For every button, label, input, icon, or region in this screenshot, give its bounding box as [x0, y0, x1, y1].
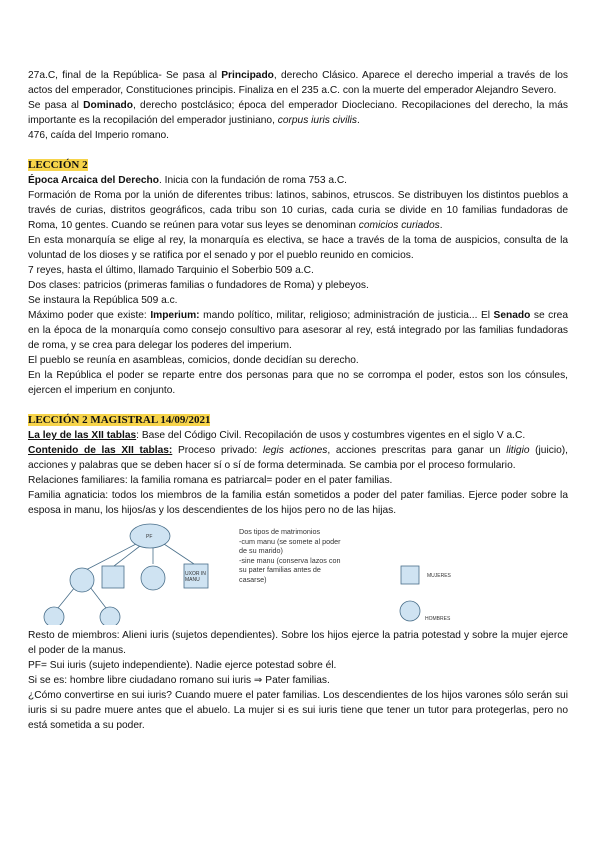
text: . Inicia con la fundación de roma 753 a.C.	[159, 175, 348, 186]
legend-circle-shape	[400, 601, 420, 621]
uxor-label: MANU	[185, 577, 200, 583]
paragraph-dominado	[28, 98, 568, 128]
legend-square-label: MUJERES	[427, 573, 451, 579]
note-line: de su marido)	[239, 546, 283, 555]
text: mando político, militar, religioso; administración de justicia... El	[199, 310, 494, 321]
italic-term: litigio	[506, 445, 530, 456]
paragraph-monarquia: En esta monarquía se elige al rey, la monarquía es electiva, se hace a través de la toma de auspicios, consulta de la voluntad de los dioses y se ratifica por el senado y por el pueblo reunido en comicios.	[28, 235, 568, 261]
marriage-types-note	[239, 527, 369, 584]
paragraph-alieni-iuris: Resto de miembros: Alieni iuris (sujetos dependientes). Sobre los hijos ejerce la patria potestad y sobre la mujer ejerce el poder de la manus.	[28, 630, 568, 656]
legend-square-shape	[401, 566, 419, 584]
note-line: -sine manu (conserva lazos con	[239, 555, 341, 565]
paragraph-contenido-xii-tablas	[28, 443, 568, 473]
highlighted-heading: LECCIÓN 2 MAGISTRAL 14/09/2021	[28, 414, 211, 426]
italic-term: legis actiones	[262, 445, 328, 456]
paragraph-relaciones-familiares: Relaciones familiares: la familia romana es patriarcal= poder en el pater familias.	[28, 475, 393, 486]
paragraph-imperium	[28, 308, 568, 353]
text: .	[439, 220, 443, 231]
note-line: -cum manu (se somete al poder	[239, 536, 341, 546]
italic-term: comicios curiados	[358, 220, 440, 231]
legend-circle-label: HOMBRES	[425, 616, 451, 622]
grandchild-node	[44, 607, 64, 625]
text: Se pasa al	[28, 100, 84, 111]
family-tree-diagram	[28, 520, 568, 625]
document-page	[28, 68, 568, 733]
note-line: su pater familias antes de	[239, 565, 321, 574]
bold-term: Principado	[221, 70, 274, 81]
paragraph-asambleas: El pueblo se reunía en asambleas, comicios, donde decidían su derecho.	[28, 355, 359, 366]
bold-term: Imperium:	[150, 310, 200, 321]
highlighted-heading: LECCIÓN 2	[28, 159, 88, 171]
paragraph-hombre-libre: Si se es: hombre libre ciudadano romano sui iuris ⇒ Pater familias.	[28, 675, 330, 686]
text: (juicio), acciones y palabras que se deben hacer sí o sí de forma determinada. Se cambia por el proceso formulario.	[28, 445, 568, 471]
daughter-node	[102, 566, 124, 588]
son-node	[70, 568, 94, 592]
uxor-label: UXOR IN	[185, 571, 206, 577]
paragraph-formacion-roma	[28, 188, 568, 233]
paragraph-consules: En la República el poder se reparte entre dos personas para que no se corrompa el poder, estos son los cónsules, ejercen el imperium en conjunto.	[28, 370, 568, 396]
text: Proceso privado:	[172, 445, 263, 456]
paragraph-principado	[28, 68, 568, 98]
text: .	[357, 115, 360, 126]
text: Formación de Roma por la unión de diferentes tribus: latinos, sabinos, etruscos. Se distribuyen los distintos pueblos a través de curias, distritos geográficos, cada tribu son 10 curias, cada curia se divide en 10 familias fundadoras de Roma, 10 gentes. Cuando se reúnen para votar sus leyes se denominan	[28, 190, 568, 231]
bold-term: Época Arcaica del Derecho	[28, 175, 159, 186]
grandchild-node	[100, 607, 120, 625]
section-heading-leccion-2	[28, 158, 568, 173]
son-node	[141, 566, 165, 590]
paragraph-familia-agnaticia: Familia agnaticia: todos los miembros de la familia están sometidos a poder del pater familias. Ejerce poder sobre la esposa in manu, los hijos/as y los descendientes de los hijos pero no de las hijas.	[28, 490, 568, 516]
text: : Base del Código Civil. Recopilación de usos y costumbres vigentes en el siglo V a.C.	[136, 430, 526, 441]
paragraph-convertirse-sui-iuris: ¿Cómo convertirse en sui iuris? Cuando muere el pater familias. Los descendientes de los hijos varones sólo serán sui iuris si su padre muere antes que el abuelo. La mujer si es sui iuris tiene que tener un tutor para protegerlas, pero no está sometida a su poder.	[28, 690, 568, 731]
paragraph-xii-tablas	[28, 428, 568, 443]
paragraph-epoca-arcaica	[28, 173, 568, 188]
italic-term: corpus iuris civilis	[277, 115, 357, 126]
underlined-term: Contenido de las XII tablas:	[28, 445, 173, 456]
bold-term: Dominado	[83, 100, 133, 111]
paragraph-reyes: 7 reyes, hasta el último, llamado Tarquinio el Soberbio 509 a.C.	[28, 265, 314, 276]
text: , derecho Clásico. Aparece el derecho imperial a través de los actos del emperador, Constituciones principis. Finaliza en el 235 a.C. con la muerte del emperador Alejandro Severo.	[28, 70, 568, 96]
text: , derecho postclásico; época del emperador Diocleciano. Recopilaciones del derecho, la más importante es la recopilación del emperador justiniano,	[28, 100, 568, 126]
paragraph-clases: Dos clases: patricios (primeras familias o fundadores de Roma) y plebeyos.	[28, 280, 369, 291]
note-line: casarse)	[239, 574, 267, 584]
paragraph-republica: Se instaura la República 509 a.c.	[28, 295, 178, 306]
text: Máximo poder que existe:	[28, 310, 151, 321]
paragraph-sui-iuris: PF= Sui iuris (sujeto independiente). Nadie ejerce potestad sobre él.	[28, 660, 337, 671]
text: se crea en la época de la monarquía como consejo consultivo para asesorar al rey, está integrado por las familias fundadoras de roma, y se crea para delegar los poderes del imperium.	[28, 310, 568, 351]
note-line: Dos tipos de matrimonios	[239, 527, 321, 536]
pater-familias-label: PF	[146, 534, 153, 540]
text: , acciones prescritas para ganar un	[327, 445, 507, 456]
text: 27a.C, final de la República- Se pasa al	[28, 70, 222, 81]
paragraph-caida: 476, caída del Imperio romano.	[28, 130, 170, 141]
section-heading-magistral	[28, 413, 568, 428]
underlined-term: La ley de las XII tablas	[28, 430, 137, 441]
bold-term: Senado	[493, 310, 531, 321]
